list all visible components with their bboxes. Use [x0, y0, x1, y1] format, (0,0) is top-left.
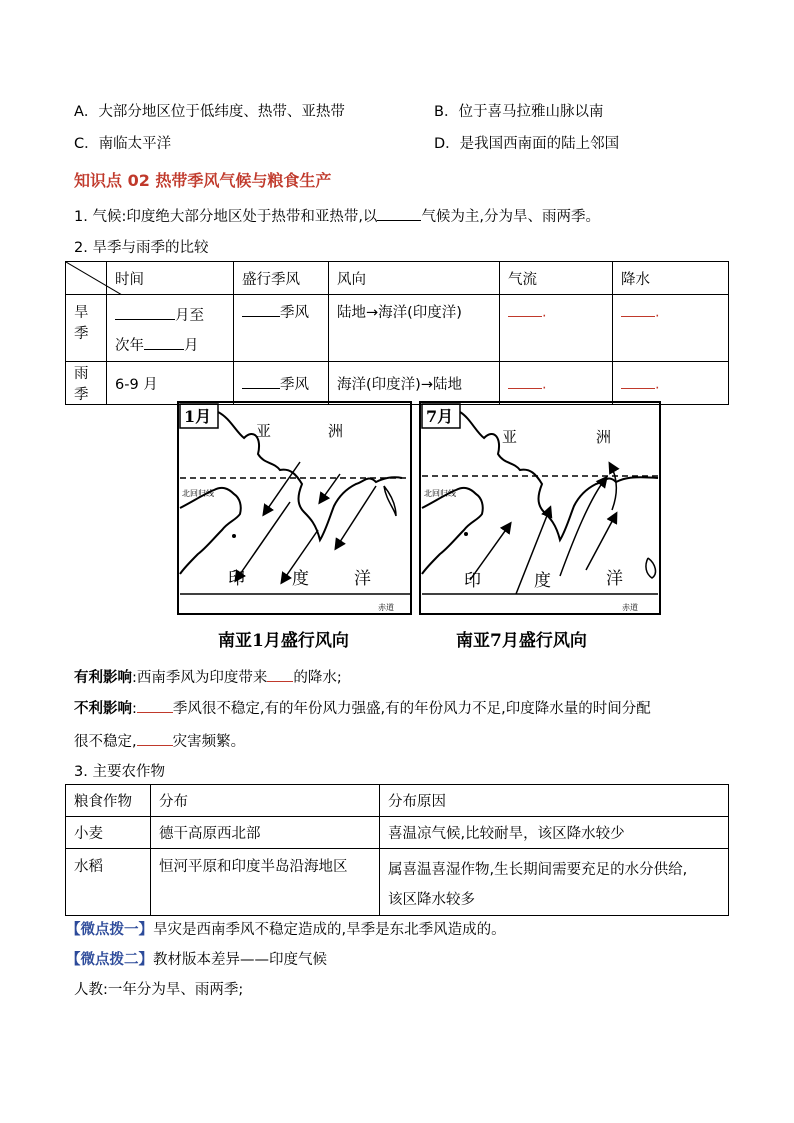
- wet-wind: 季风: [234, 362, 329, 405]
- wet-label: 雨季: [66, 362, 107, 405]
- option-b: B．位于喜马拉雅山脉以南: [434, 104, 604, 120]
- climate-line: [74, 205, 600, 226]
- unfavorable-blank-2[interactable]: [137, 731, 173, 747]
- climate-blank[interactable]: [377, 206, 421, 222]
- option-a: A．大部分地区位于低纬度、热带、亚热带: [74, 104, 345, 120]
- section-title: 知识点 02 热带季风气候与粮食生产: [74, 171, 332, 190]
- jul-ocean-1: 印: [464, 571, 481, 591]
- jan-ocean-3: 洋: [354, 569, 371, 589]
- jul-equator: 赤道: [622, 603, 638, 612]
- dry-precip-blank[interactable]: [621, 301, 655, 317]
- unfavorable-blank-1[interactable]: [137, 698, 173, 714]
- jul-asia-1: 亚: [502, 428, 518, 446]
- th-wind: 盛行季风: [234, 262, 329, 295]
- july-map: [420, 402, 660, 614]
- dry-time: 月至 次年 月: [107, 295, 234, 362]
- wet-airflow: .: [500, 362, 613, 405]
- favorable-label: 有利影响: [74, 670, 132, 686]
- dry-end-blank[interactable]: [144, 335, 184, 351]
- tip-one-label: 【微点拨一】: [66, 922, 153, 938]
- th-time: 时间: [107, 262, 234, 295]
- dry-precip: .: [613, 295, 729, 362]
- favorable-blank[interactable]: [267, 667, 293, 683]
- climate-post: 气候为主,分为旱、雨两季。: [421, 209, 601, 225]
- th-precip: 降水: [613, 262, 729, 295]
- th-direction: 风向: [329, 262, 500, 295]
- jan-equator: 赤道: [378, 603, 394, 612]
- jul-asia-2: 洲: [596, 428, 612, 446]
- th-airflow: 气流: [500, 262, 613, 295]
- dry-label: 旱季: [66, 295, 107, 362]
- diagonal-line-icon: [66, 262, 122, 295]
- dry-wind-blank[interactable]: [242, 302, 280, 318]
- unfavorable-line: 不利影响: 季风很不稳定,有的年份风力强盛,有的年份风力不足,印度降水量的时间分配: [74, 697, 651, 718]
- table-row: 小麦 德干高原西北部 喜温凉气候,比较耐旱，该区降水较少: [66, 817, 729, 849]
- tip-two-line: 人教:一年分为旱、雨两季;: [74, 982, 244, 998]
- table-row: [66, 295, 729, 362]
- wet-time: 6-9 月: [107, 362, 234, 405]
- wet-wind-blank[interactable]: [242, 373, 280, 389]
- unfavorable-line-2: 很不稳定, 灾害频繁。: [74, 730, 245, 751]
- jul-map-caption: 南亚7月盛行风向: [456, 631, 587, 651]
- dry-direction: 陆地→海洋(印度洋): [329, 295, 500, 362]
- jan-map-caption: 南亚1月盛行风向: [218, 631, 349, 651]
- wet-precip: .: [613, 362, 729, 405]
- table-row: 水稻 恒河平原和印度半岛沿海地区 属喜温喜湿作物,生长期间需要充足的水分供给, 该区降水较多: [66, 849, 729, 916]
- crops-table: [65, 784, 729, 916]
- crops-th-crop: 粮食作物: [66, 785, 151, 817]
- wet-airflow-blank[interactable]: [508, 373, 542, 389]
- jan-label: 1月: [184, 407, 212, 426]
- crops-title: 3. 主要农作物: [74, 764, 165, 780]
- jan-ocean-2: 度: [292, 569, 309, 589]
- crops-th-area: 分布: [151, 785, 380, 817]
- dry-wind: 季风: [234, 295, 329, 362]
- favorable-line: 有利影响:西南季风为印度带来 的降水;: [74, 666, 342, 687]
- option-d: D．是我国西南面的陆上邻国: [434, 136, 620, 152]
- jul-tropic: 北回归线: [424, 489, 456, 498]
- crops-th-reason: 分布原因: [380, 785, 729, 817]
- tip-one: 【微点拨一】旱灾是西南季风不稳定造成的,旱季是东北季风造成的。: [66, 922, 506, 938]
- dry-airflow-blank[interactable]: [508, 301, 542, 317]
- jan-ocean-1: 印: [228, 569, 245, 589]
- dry-airflow: .: [500, 295, 613, 362]
- option-c: C．南临太平洋: [74, 136, 172, 152]
- jan-tropic: 北回归线: [182, 489, 214, 498]
- comparison-title: 2. 旱季与雨季的比较: [74, 240, 209, 256]
- jan-asia-2: 洲: [328, 422, 344, 440]
- jul-ocean-2: 度: [534, 571, 551, 591]
- jul-label: 7月: [426, 407, 454, 426]
- january-map: [178, 402, 411, 614]
- wet-precip-blank[interactable]: [621, 373, 655, 389]
- dry-start-blank[interactable]: [115, 305, 175, 321]
- diagonal-header-cell: [66, 262, 107, 295]
- season-table: [65, 261, 729, 405]
- climate-pre: 1. 气候:印度绝大部分地区处于热带和亚热带,以: [74, 209, 378, 225]
- unfavorable-label: 不利影响: [74, 701, 132, 717]
- wet-direction: 海洋(印度洋)→陆地: [329, 362, 500, 405]
- monsoon-maps: [170, 398, 666, 620]
- jan-asia-1: 亚: [256, 422, 272, 440]
- jul-ocean-3: 洋: [606, 569, 623, 589]
- tip-two: 【微点拨二】教材版本差异——印度气候: [66, 952, 327, 968]
- tip-two-label: 【微点拨二】: [66, 952, 153, 968]
